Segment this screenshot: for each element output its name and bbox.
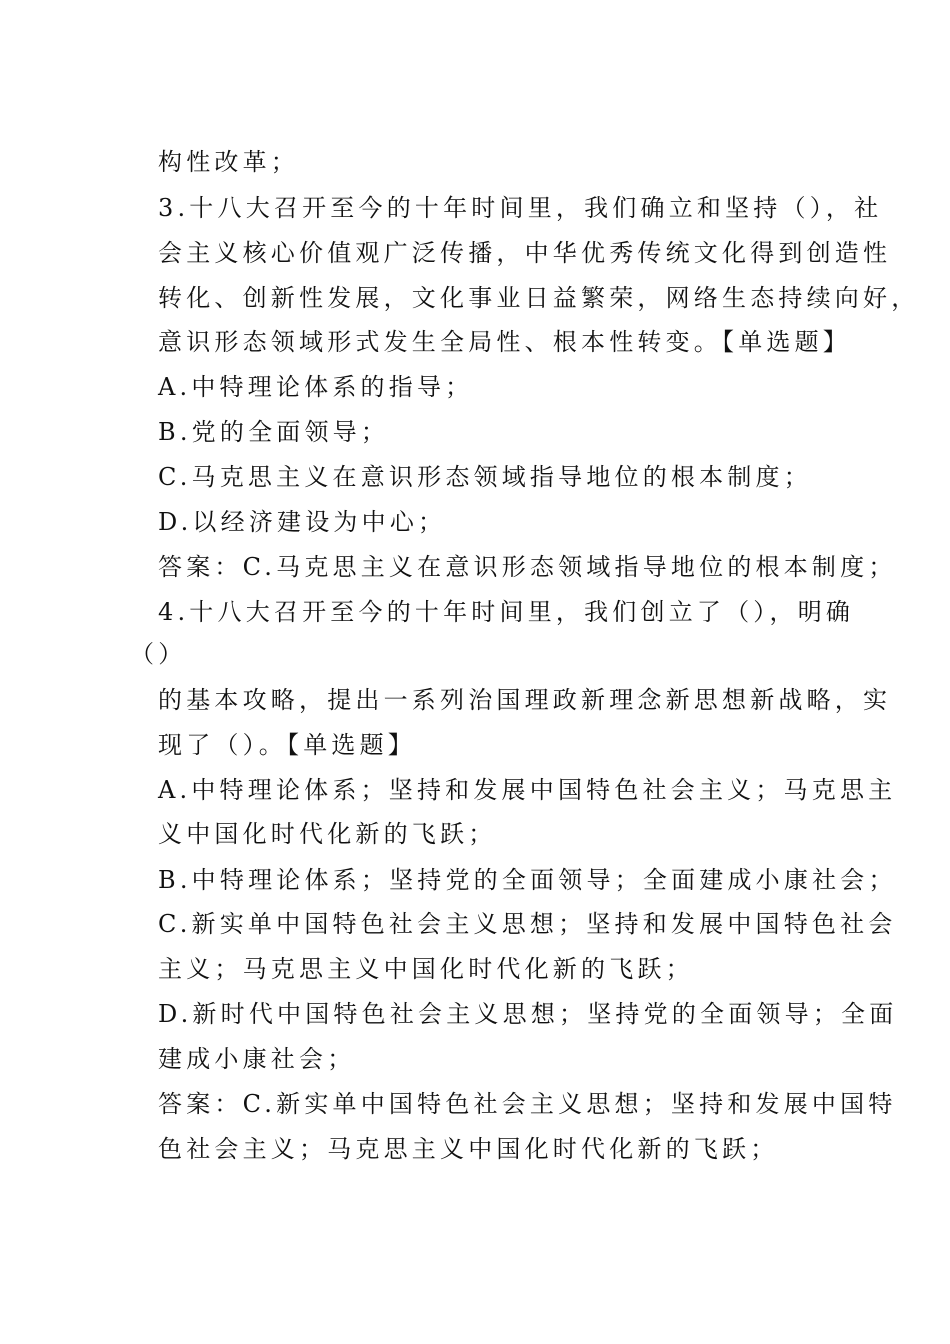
answer-line: 答案：C.新实单中国特色社会主义思想；坚持和发展中国特 (158, 1090, 897, 1118)
text-line: 建成小康社会； (158, 1045, 356, 1073)
question-4-stem: 4.十八大召开至今的十年时间里，我们创立了（），明确 (158, 598, 855, 626)
text-line: 会主义核心价值观广泛传播，中华优秀传统文化得到创造性 (158, 239, 892, 267)
text-line: 现了（）。【单选题】 (158, 731, 416, 759)
option-c: C.马克思主义在意识形态领域指导地位的根本制度； (158, 463, 812, 491)
answer-line: 答案：C.马克思主义在意识形态领域指导地位的根本制度； (158, 553, 897, 581)
option-a: A.中特理论体系；坚持和发展中国特色社会主义；马克思主 (158, 776, 897, 804)
text-line: 主义；马克思主义中国化时代化新的飞跃； (158, 955, 694, 983)
text-line: 转化、创新性发展，文化事业日益繁荣，网络生态持续向好， (158, 284, 920, 312)
question-3-stem: 3.十八大召开至今的十年时间里，我们确立和坚持（），社 (158, 194, 883, 222)
option-b: B.中特理论体系；坚持党的全面领导；全面建成小康社会； (158, 866, 897, 894)
option-d: D.以经济建设为中心； (158, 508, 447, 536)
text-line: 色社会主义；马克思主义中国化时代化新的飞跃； (158, 1135, 779, 1163)
text-line: 义中国化时代化新的飞跃； (158, 820, 497, 848)
blank-brackets: （） (130, 640, 187, 668)
option-a: A.中特理论体系的指导； (158, 373, 474, 401)
text-line: 构性改革； (158, 148, 299, 176)
option-b: B.党的全面领导； (158, 418, 390, 446)
text-line: 意识形态领域形式发生全局性、根本性转变。【单选题】 (158, 328, 851, 356)
option-d: D.新时代中国特色社会主义思想；坚持党的全面领导；全面 (158, 1000, 898, 1028)
text-line: 的基本攻略，提出一系列治国理政新理念新思想新战略，实 (158, 686, 892, 714)
option-c: C.新实单中国特色社会主义思想；坚持和发展中国特色社会 (158, 910, 897, 938)
